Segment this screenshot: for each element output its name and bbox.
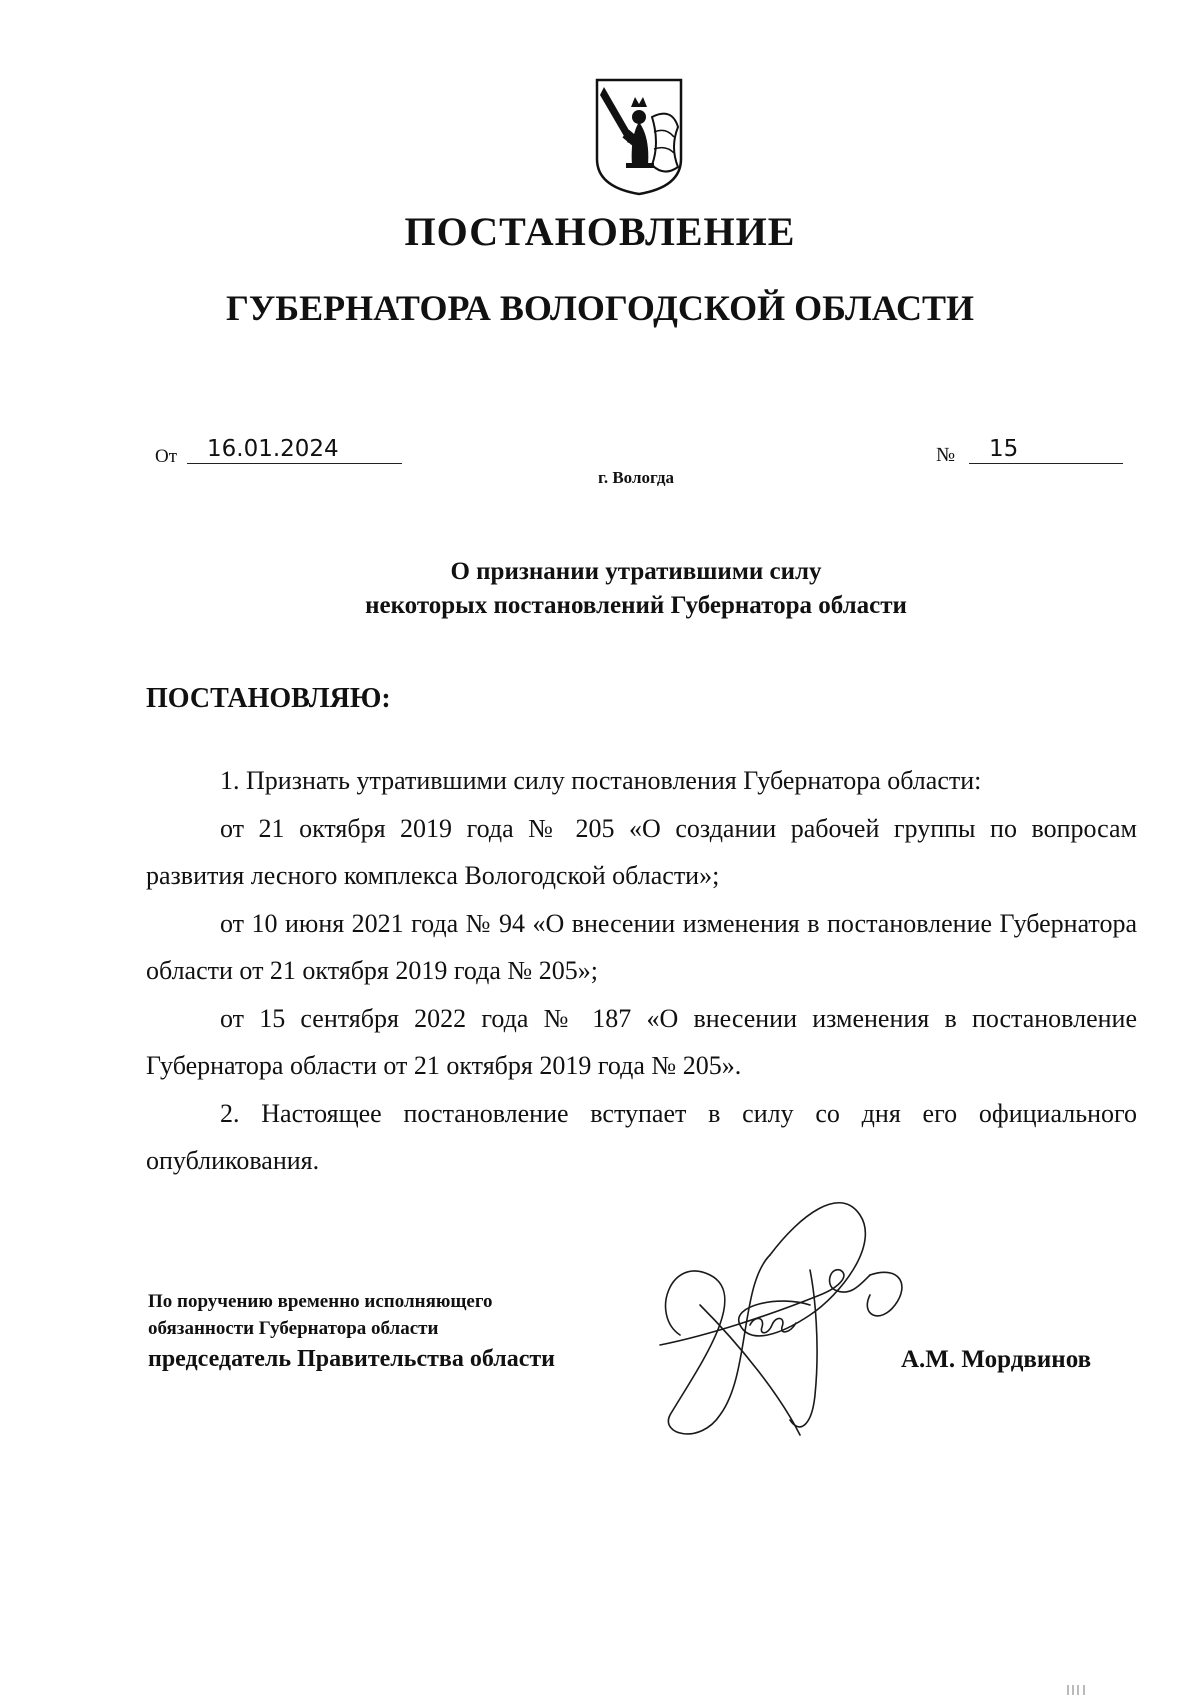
paragraph: от 15 сентября 2022 года № 187 «О внесении изменения в постановление Губернатора области от 21 октября 2019 года № 205». (146, 1003, 1137, 1080)
number-label: № (936, 444, 956, 466)
document-body (146, 757, 1137, 1185)
decree-word: ПОСТАНОВЛЯЮ: (146, 683, 391, 714)
signatory-line-2: обязанности Губернатора области (148, 1318, 439, 1339)
signatory-name: А.М. Мордвинов (901, 1346, 1092, 1373)
date-label: От (155, 446, 178, 467)
date-underline (187, 463, 402, 464)
document-type-heading: ПОСТАНОВЛЕНИЕ (404, 209, 796, 254)
subject-line-2: некоторых постановлений Губернатора области (365, 592, 907, 619)
coat-of-arms-emblem (594, 77, 684, 197)
document-number: 15 (989, 436, 1019, 462)
city-label: г. Вологда (598, 468, 674, 487)
issuer-heading: ГУБЕРНАТОРА ВОЛОГОДСКОЙ ОБЛАСТИ (225, 288, 975, 328)
paragraph: от 10 июня 2021 года № 94 «О внесении изменения в постановление Губернатора области от 21 октября 2019 года № 205»; (146, 908, 1137, 985)
scan-artifact (1066, 1685, 1092, 1695)
document-subject (0, 555, 1200, 623)
subject-line-1: О признании утратившими силу (450, 558, 822, 585)
handwritten-signature (640, 1195, 940, 1465)
paragraph: 2. Настоящее постановление вступает в силу со дня его официального опубликования. (146, 1098, 1137, 1175)
signatory-block (148, 1288, 555, 1376)
document-date: 16.01.2024 (207, 436, 339, 462)
paragraph: 1. Признать утратившими силу постановления Губернатора области: (220, 766, 982, 795)
signatory-line-1: По поручению временно исполняющего (148, 1291, 493, 1312)
paragraph: от 21 октября 2019 года № 205 «О создании рабочей группы по вопросам развития лесного комплекса Вологодской области»; (146, 813, 1137, 890)
number-underline (969, 463, 1123, 464)
signatory-position: председатель Правительства области (148, 1346, 555, 1372)
